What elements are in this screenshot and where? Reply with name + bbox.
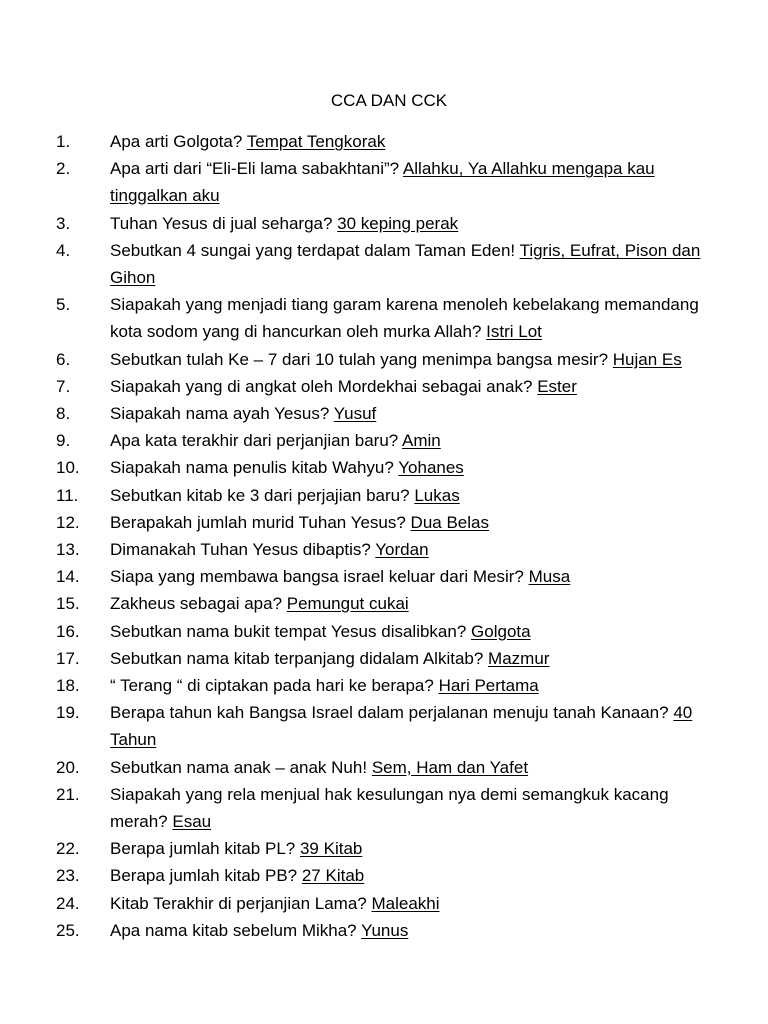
item-body [110, 563, 718, 590]
question-text: Dimanakah Tuhan Yesus dibaptis? [110, 540, 371, 560]
item-body [110, 427, 718, 454]
list-item [0, 672, 768, 699]
item-number: 11. [56, 485, 79, 505]
item-body [110, 400, 718, 427]
question-text: Siapakah yang di angkat oleh Mordekhai sebagai anak? [110, 376, 533, 396]
item-number: 3. [56, 213, 71, 233]
item-body [110, 672, 718, 699]
item-number: 21. [56, 784, 80, 804]
question-text: Berapa tahun kah Bangsa Israel dalam perjalanan menuju tanah Kanaan? [110, 703, 669, 723]
item-body [110, 699, 718, 753]
item-body [110, 862, 718, 889]
question-text: Sebutkan tulah Ke – 7 dari 10 tulah yang menimpa bangsa mesir? [110, 349, 609, 369]
item-body [110, 509, 718, 536]
list-item [0, 128, 768, 155]
list-item [0, 482, 768, 509]
answer-text: Istri Lot [486, 322, 542, 342]
list-item [0, 917, 768, 944]
list-item [0, 210, 768, 237]
list-item [0, 699, 768, 753]
answer-text: Yunus [361, 920, 409, 940]
item-number: 16. [56, 621, 80, 641]
question-text: Berapakah jumlah murid Tuhan Yesus? [110, 512, 406, 532]
item-body [110, 210, 718, 237]
item-body [110, 536, 718, 563]
item-body [110, 754, 718, 781]
question-text: Apa arti dari “Eli-Eli lama sabakhtani”? [110, 159, 400, 179]
answer-text: Maleakhi [371, 893, 440, 913]
answer-text: 40 Tahun [110, 703, 693, 750]
list-item [0, 862, 768, 889]
item-number: 20. [56, 757, 80, 777]
item-number: 22. [56, 839, 80, 859]
item-body [110, 835, 718, 862]
answer-text: Pemungut cukai [286, 594, 409, 614]
list-item [0, 237, 768, 291]
item-body [110, 128, 718, 155]
item-body [110, 346, 718, 373]
list-item [0, 781, 768, 835]
item-number: 17. [56, 648, 80, 668]
question-text: Apa nama kitab sebelum Mikha? [110, 920, 357, 940]
item-number: 23. [56, 866, 80, 886]
item-number: 25. [56, 920, 80, 940]
question-text: Apa kata terakhir dari perjanjian baru? [110, 431, 399, 451]
question-text: Sebutkan kitab ke 3 dari perjajian baru? [110, 485, 410, 505]
item-body [110, 237, 718, 291]
item-number: 4. [56, 240, 71, 260]
list-item [0, 890, 768, 917]
question-list [0, 128, 768, 944]
item-body [110, 373, 718, 400]
item-number: 14. [56, 567, 80, 587]
item-number: 13. [56, 540, 80, 560]
answer-text: 30 keping perak [337, 213, 459, 233]
item-number: 5. [56, 295, 71, 315]
item-number: 8. [56, 404, 71, 424]
list-item [0, 427, 768, 454]
list-item [0, 373, 768, 400]
question-text: Siapakah yang menjadi tiang garam karena menoleh kebelakang memandang kota sodom yang di hancurkan oleh murka Allah? [110, 295, 699, 342]
item-number: 9. [56, 431, 71, 451]
answer-text: Dua Belas [410, 512, 489, 532]
item-body [110, 917, 718, 944]
question-text: Sebutkan nama bukit tempat Yesus disalibkan? [110, 621, 467, 641]
item-body [110, 482, 718, 509]
list-item [0, 155, 768, 209]
answer-text: Hujan Es [612, 349, 682, 369]
item-number: 6. [56, 349, 71, 369]
question-text: Siapa yang membawa bangsa israel keluar dari Mesir? [110, 567, 524, 587]
question-text: “ Terang “ di ciptakan pada hari ke berapa? [110, 676, 434, 696]
item-number: 1. [56, 132, 71, 151]
question-text: Siapakah nama ayah Yesus? [110, 404, 330, 424]
list-item [0, 454, 768, 481]
answer-text: Mazmur [488, 648, 550, 668]
answer-text: Lukas [414, 485, 460, 505]
list-item [0, 536, 768, 563]
list-item [0, 645, 768, 672]
item-body [110, 155, 718, 209]
list-item [0, 754, 768, 781]
answer-text: Yordan [375, 540, 429, 560]
item-body [110, 454, 718, 481]
item-number: 10. [56, 458, 80, 478]
item-body [110, 291, 718, 345]
item-body [110, 645, 718, 672]
question-text: Siapakah yang rela menjual hak kesulungan nya demi semangkuk kacang merah? [110, 784, 669, 832]
answer-text: Ester [537, 376, 577, 396]
question-text: Sebutkan nama anak – anak Nuh! [110, 757, 368, 777]
item-number: 2. [56, 159, 71, 179]
item-number: 15. [56, 594, 80, 614]
item-body [110, 781, 718, 835]
answer-text: Musa [528, 567, 571, 587]
item-body [110, 890, 718, 917]
question-text: Apa arti Golgota? [110, 132, 243, 151]
list-item [0, 400, 768, 427]
item-number: 12. [56, 512, 80, 532]
answer-text: Sem, Ham dan Yafet [371, 757, 529, 777]
list-item [0, 835, 768, 862]
answer-text: Golgota [471, 621, 531, 641]
item-number: 24. [56, 893, 80, 913]
answer-text: Tempat Tengkorak [246, 132, 386, 151]
question-text: Sebutkan 4 sungai yang terdapat dalam Taman Eden! [110, 240, 516, 260]
question-text: Kitab Terakhir di perjanjian Lama? [110, 893, 367, 913]
item-number: 18. [56, 676, 80, 696]
answer-text: Yusuf [333, 404, 377, 424]
question-text: Siapakah nama penulis kitab Wahyu? [110, 458, 394, 478]
item-number: 19. [56, 703, 80, 723]
question-text: Sebutkan nama kitab terpanjang didalam Alkitab? [110, 648, 484, 668]
answer-text: Hari Pertama [438, 676, 539, 696]
question-text: Berapa jumlah kitab PB? [110, 866, 298, 886]
list-item [0, 590, 768, 617]
question-text: Berapa jumlah kitab PL? [110, 839, 296, 859]
question-text: Zakheus sebagai apa? [110, 594, 283, 614]
answer-text: 39 Kitab [299, 839, 363, 859]
item-number: 7. [56, 376, 71, 396]
item-body [110, 590, 718, 617]
answer-text: Tigris, Eufrat, Pison dan Gihon [110, 240, 701, 288]
answer-text: 27 Kitab [301, 866, 365, 886]
list-item [0, 509, 768, 536]
list-item [0, 346, 768, 373]
answer-text: Yohanes [398, 458, 464, 478]
list-item [0, 563, 768, 590]
item-body [110, 618, 718, 645]
answer-text: Amin [402, 431, 441, 451]
answer-text: Esau [172, 812, 212, 832]
document-title: CCA DAN CCK [330, 91, 448, 110]
question-text: Tuhan Yesus di jual seharga? [110, 213, 333, 233]
list-item [0, 291, 768, 345]
answer-text: Allahku, Ya Allahku mengapa kau tinggalkan aku [110, 159, 655, 206]
list-item [0, 618, 768, 645]
